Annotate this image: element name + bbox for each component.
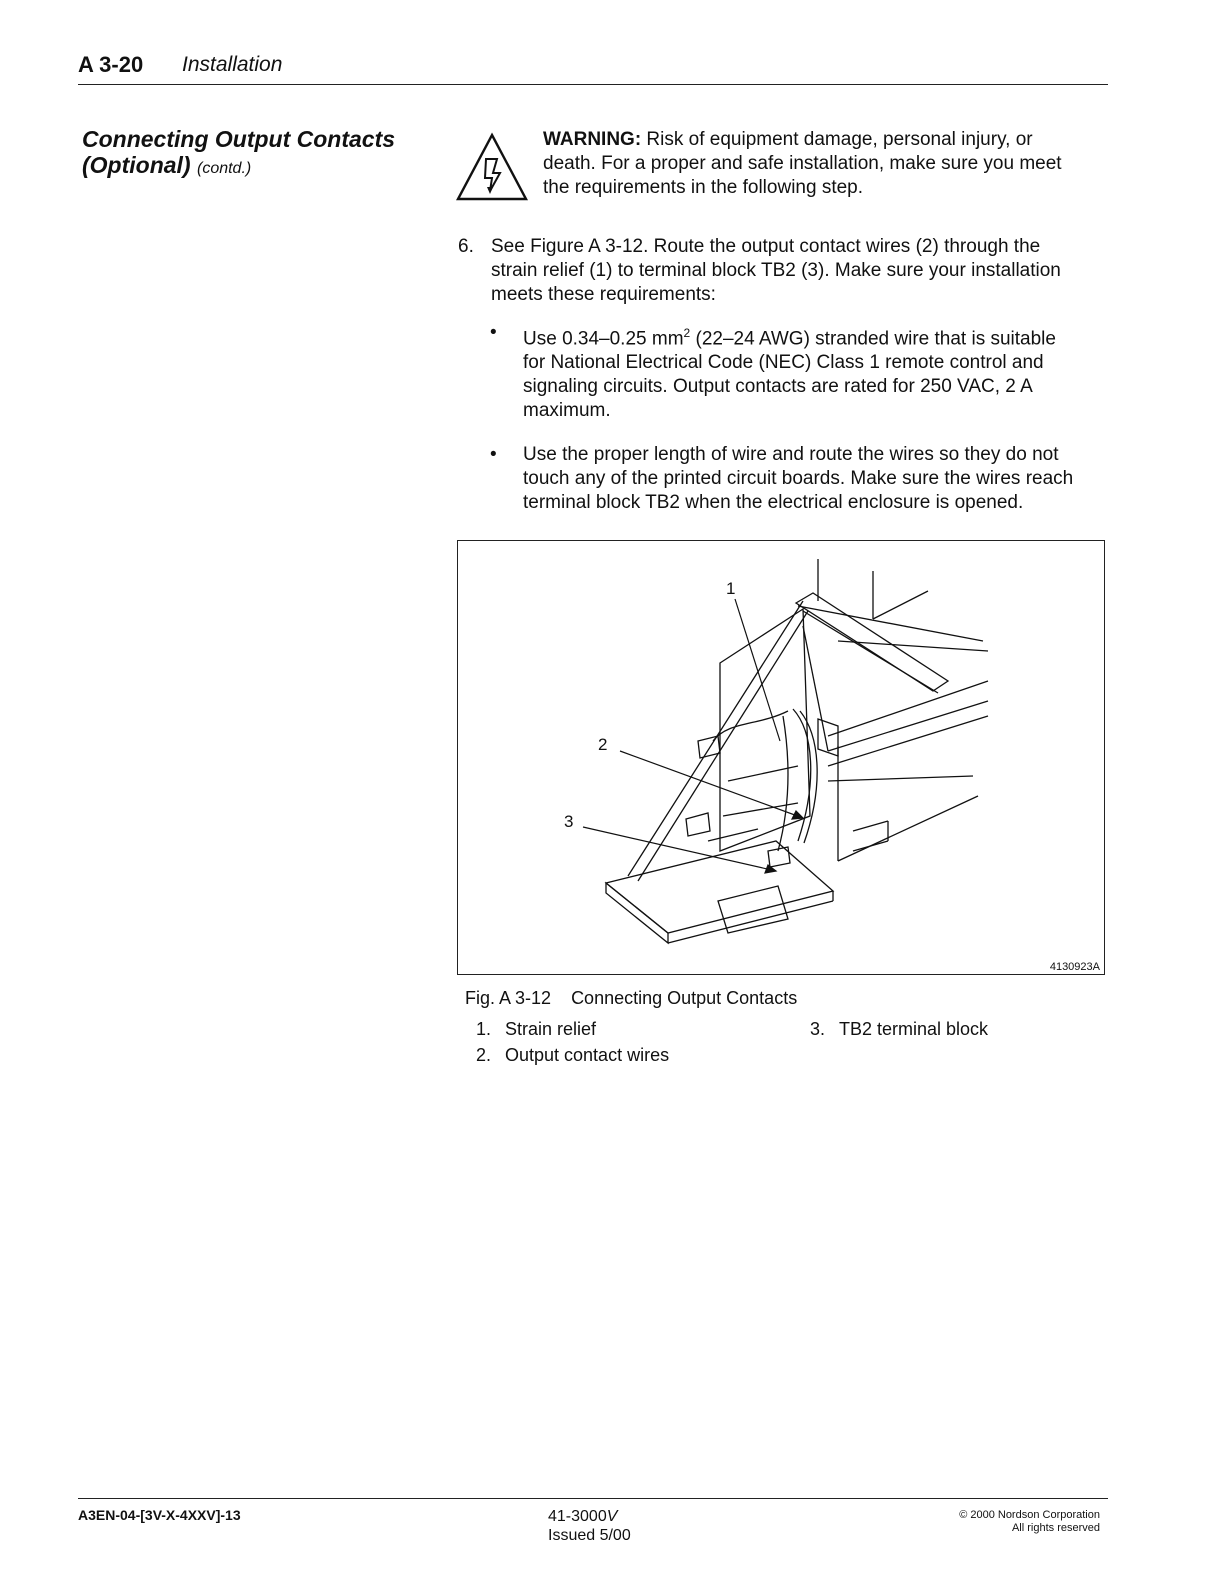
manual-revision: V [606, 1508, 618, 1525]
lightning-warning-triangle-icon [454, 131, 530, 203]
section-title: Installation [182, 53, 283, 76]
page-header [78, 52, 1108, 85]
side-heading-line1: Connecting Output Contacts [82, 126, 396, 152]
bullet-text [523, 443, 1113, 515]
callout-3: 3 [564, 812, 574, 831]
step-text [491, 235, 1108, 307]
bullet-text [523, 321, 1113, 423]
copyright-line: © 2000 Nordson Corporation [959, 1509, 1100, 1521]
warning-line1 [543, 128, 1108, 152]
bullet-line1-post: (22–24 AWG) stranded wire that is suitable [690, 328, 1056, 350]
legend-item-3 [810, 1019, 989, 1040]
legend-text: Strain relief [505, 1019, 597, 1039]
figure-a3-12 [457, 540, 1105, 975]
bullet-line1-pre: Use 0.34–0.25 mm [523, 328, 684, 350]
step-line1: See Figure A 3-12. Route the output contact wires (2) through the [491, 236, 1041, 257]
bullet-line1: Use the proper length of wire and route the wires so they do not [523, 444, 1059, 465]
step-line3: meets these requirements: [491, 284, 716, 305]
footer-manual-info [548, 1507, 631, 1545]
figure-id: 4130923A [1049, 961, 1100, 973]
legend-item-2 [476, 1045, 670, 1066]
enclosure-illustration [458, 541, 1104, 974]
legend-number: 1. [476, 1019, 492, 1039]
warning-line2: death. For a proper and safe installation, make sure you meet [543, 153, 1062, 174]
rights-line: All rights reserved [1011, 1522, 1100, 1534]
caption-title: Connecting Output Contacts [571, 988, 798, 1008]
bullet-line1 [523, 321, 1113, 351]
bullet-line1-sup: 2 [683, 326, 691, 340]
footer-issued: Issued 5/00 [548, 1527, 631, 1544]
warning-line1-text: Risk of equipment damage, personal injury, or [641, 129, 1033, 150]
footer-rule [78, 1498, 1108, 1499]
side-heading [82, 126, 395, 182]
warning-line3: the requirements in the following step. [543, 177, 864, 198]
legend-text: TB2 terminal block [839, 1019, 989, 1039]
bullet-icon: • [490, 444, 497, 465]
bullet-line2: touch any of the printed circuit boards. Make sure the wires reach [523, 468, 1074, 489]
side-heading-contd: (contd.) [196, 160, 252, 177]
warning-label: WARNING: [543, 129, 642, 150]
bullet-line4: maximum. [523, 400, 611, 422]
step-number: 6. [458, 236, 474, 257]
figure-caption [465, 988, 797, 1009]
legend-number: 2. [476, 1045, 492, 1065]
caption-label: Fig. A 3-12 [465, 988, 552, 1008]
side-heading-line2 [82, 152, 395, 182]
bullet-line3: signaling circuits. Output contacts are rated for 250 VAC, 2 A [523, 376, 1033, 398]
footer-doc-code: A3EN-04-[3V-X-4XXV]-13 [78, 1507, 241, 1523]
legend-number: 3. [810, 1019, 826, 1039]
warning-text [543, 128, 1108, 200]
footer-manual-number [548, 1507, 631, 1526]
callout-2: 2 [598, 735, 608, 754]
bullet-line2: for National Electrical Code (NEC) Class 1 remote control and [523, 352, 1044, 374]
legend-text: Output contact wires [505, 1045, 670, 1065]
bullet-icon: • [490, 322, 497, 343]
step-line2: strain relief (1) to terminal block TB2 (3). Make sure your installation [491, 260, 1061, 281]
side-heading-optional: (Optional) [82, 152, 191, 178]
legend-item-1 [476, 1019, 597, 1040]
callout-1: 1 [726, 579, 736, 598]
bullet-line3: terminal block TB2 when the electrical enclosure is opened. [523, 492, 1024, 513]
page-number: A 3-20 [78, 52, 144, 77]
manual-number: 41-3000 [548, 1508, 607, 1525]
footer-copyright [900, 1509, 1100, 1535]
